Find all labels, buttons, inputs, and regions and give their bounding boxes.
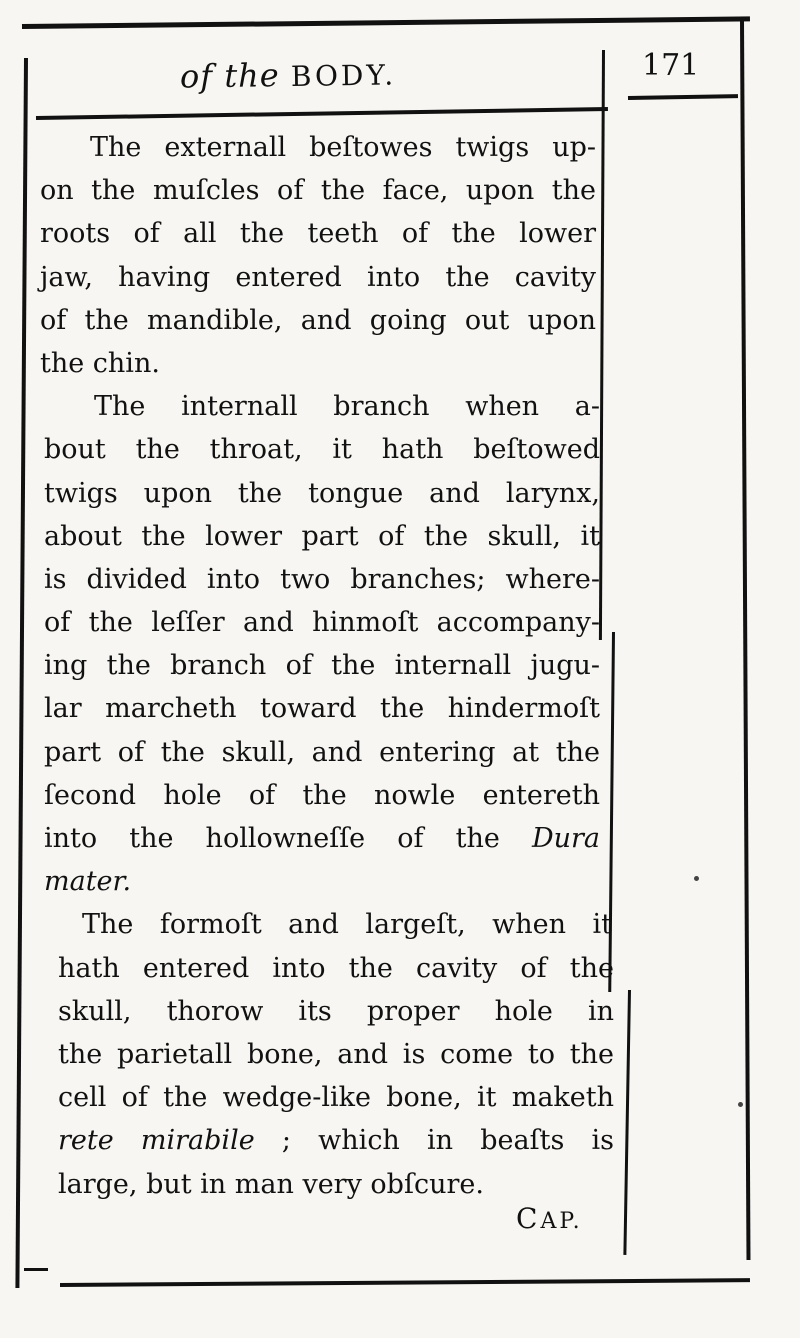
italic-term: rete mirabile	[58, 1125, 255, 1157]
text-line: about the lower part of the skull, it	[44, 520, 600, 552]
text-line: ing the branch of the internall jugu-	[44, 650, 600, 682]
text-line: The externall beſtowes twigs up-	[90, 132, 596, 163]
catchword	[516, 1202, 583, 1235]
text-line	[44, 817, 600, 860]
page-number: 171	[642, 48, 700, 83]
text-line: lar marcheth toward the hindermoſt	[44, 693, 600, 725]
text-line: The internall branch when a-	[94, 391, 600, 423]
text-line: the parietall bone, and is come to the	[58, 1038, 614, 1070]
body-text	[40, 126, 620, 1206]
text-line: on the muſcles of the face, upon the	[40, 175, 596, 207]
text-line: is divided into two branches; where-	[44, 563, 600, 595]
italic-term: Dura	[531, 823, 600, 854]
text-line: of the mandible, and going out upon	[40, 304, 596, 336]
bottom-border-rule	[60, 1278, 750, 1287]
text-span: ; which in beaſts is	[254, 1125, 614, 1157]
catchword-initial: C	[516, 1202, 541, 1235]
italic-term: mater.	[44, 866, 132, 898]
text-line: the chin.	[40, 347, 160, 379]
text-line: roots of all the teeth of the lower	[40, 218, 596, 250]
catchword-rest: AP.	[540, 1209, 583, 1234]
right-border-rule	[740, 20, 750, 1260]
folio-rule	[628, 94, 738, 100]
text-line: The formoſt and largeſt, when it	[82, 909, 612, 941]
text-line: jaw, having entered into the cavity	[40, 261, 596, 293]
text-line: hath entered into the cavity of the	[58, 952, 614, 984]
top-border-rule	[22, 16, 750, 29]
paragraph	[44, 385, 620, 903]
running-head	[180, 54, 397, 95]
paragraph	[40, 126, 620, 385]
text-line: part of the skull, and entering at the	[44, 736, 600, 768]
text-line: large, but in man very obſcure.	[58, 1168, 484, 1200]
header-rule	[36, 107, 608, 120]
left-border-rule	[15, 58, 28, 1288]
text-line: bout the throat, it hath beſtowed	[44, 434, 600, 466]
bottom-border-rule	[24, 1268, 48, 1271]
text-line: skull, thorow its proper hole in	[58, 995, 614, 1027]
text-span: into the hollowneſſe of the	[44, 823, 500, 854]
text-line: ſecond hole of the nowle entereth	[44, 779, 600, 811]
ink-speck	[738, 1102, 743, 1107]
running-head-caps: BODY.	[290, 58, 397, 93]
text-line	[58, 1119, 614, 1162]
text-line: cell of the wedge-like bone, it maketh	[58, 1082, 614, 1114]
paragraph	[58, 903, 620, 1205]
text-line: of the leſſer and hinmoſt accompany-	[44, 607, 600, 639]
text-line: twigs upon the tongue and larynx,	[44, 477, 600, 509]
ink-speck	[694, 876, 699, 881]
text-column-rule	[623, 990, 631, 1255]
running-head-italic: of the	[179, 55, 292, 96]
